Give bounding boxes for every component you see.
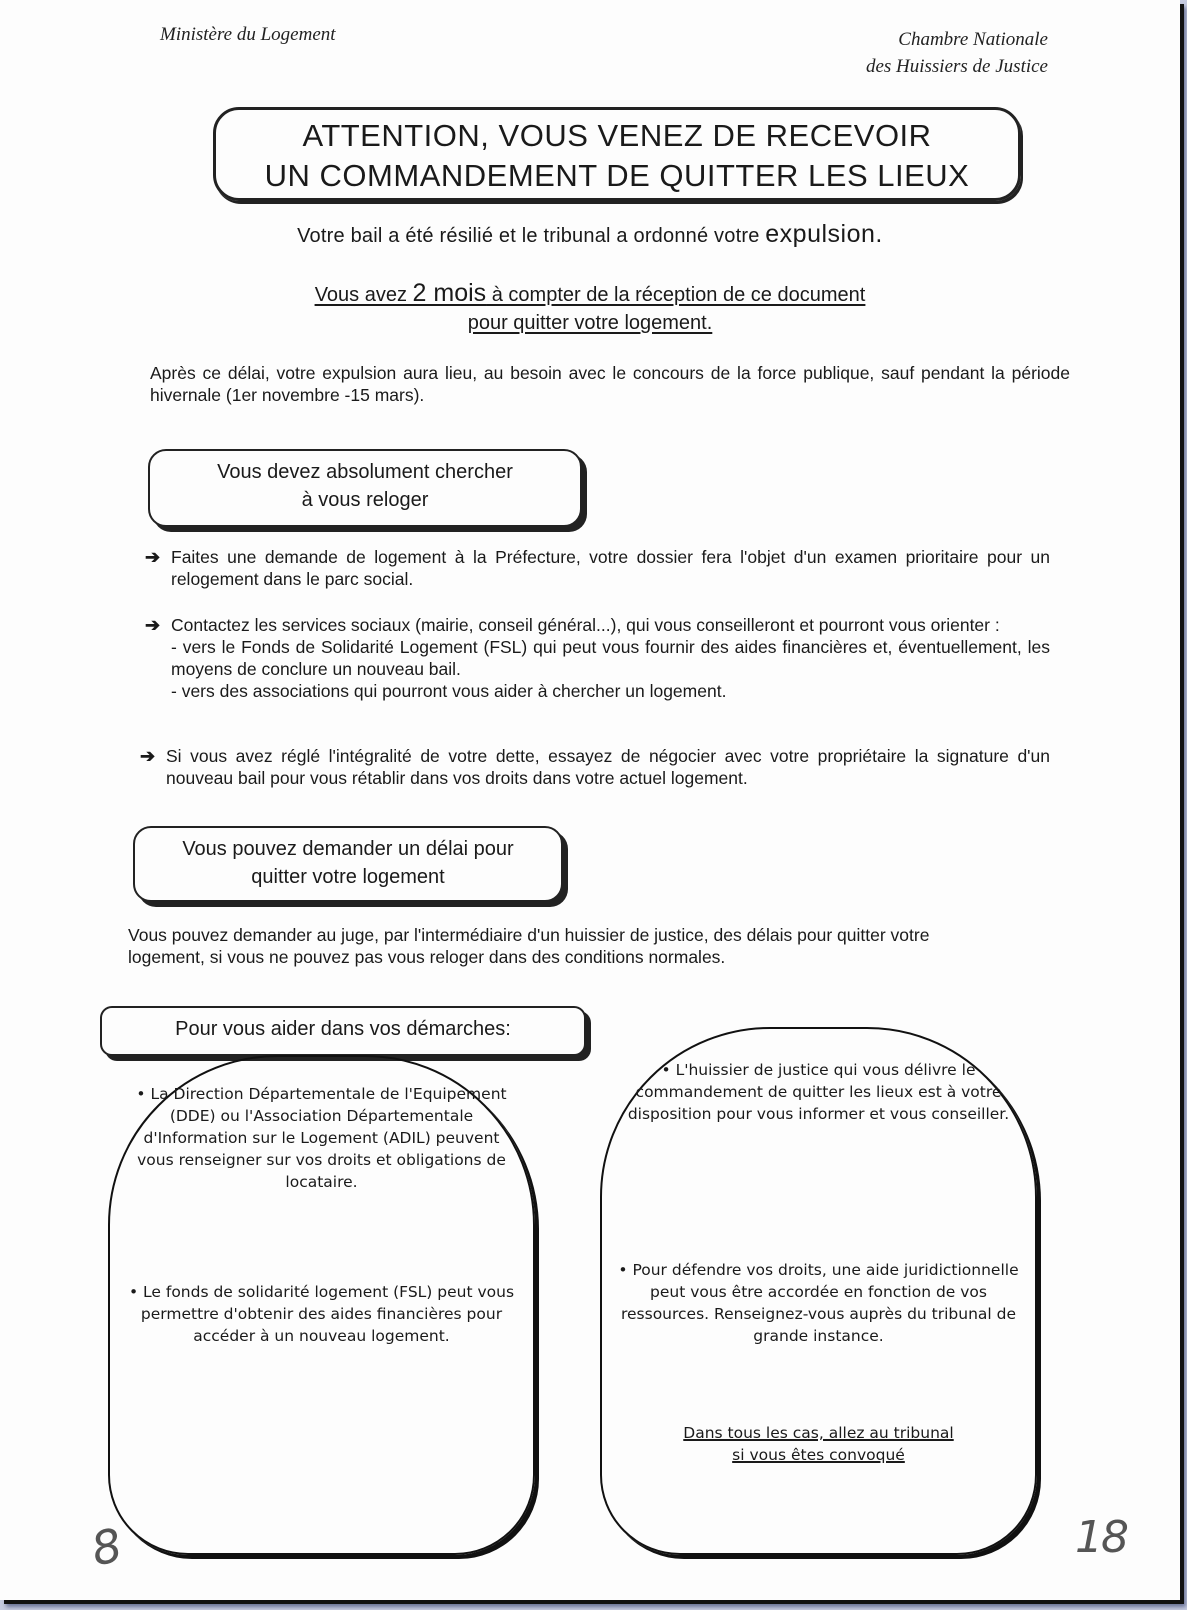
handwritten-page-number: 18	[1075, 1512, 1127, 1563]
title-line1: ATTENTION, VOUS VENEZ DE RECEVOIR	[302, 118, 932, 153]
lead-emphasis: expulsion.	[765, 220, 883, 248]
help-heading: Pour vous aider dans vos démarches:	[100, 1006, 586, 1056]
help-item-aide-juridictionnelle: • Pour défendre vos droits, une aide juridictionnelle peut vous être accordée en fonction de vos ressources. Renseignez-vous auprès du tribunal de grande instance.	[618, 1261, 1019, 1345]
help-item-huissier: • L'huissier de justice qui vous délivre le commandement de quitter les lieux est à votre disposition pour vous informer et vous conseiller.	[627, 1061, 1010, 1123]
delay-paragraph: Vous pouvez demander au juge, par l'intermédiaire d'un huissier de justice, des délais pour quitter votre logement, si vous ne pouvez pas vous reloger dans des conditions normales.	[128, 925, 930, 967]
deadline-line2: pour quitter votre logement.	[467, 312, 713, 334]
deadline-suffix: à compter de la réception de ce document	[486, 284, 866, 306]
handwritten-signature: 8	[86, 1517, 127, 1577]
page-title	[213, 107, 1021, 201]
relocate-heading-line2: à vous reloger	[301, 489, 429, 511]
lead-statement	[0, 220, 1180, 249]
help-footer-line1: Dans tous les cas, allez au tribunal	[683, 1424, 954, 1442]
list-item-body	[171, 614, 1050, 702]
help-box-right	[600, 1027, 1037, 1555]
sub-item-fsl: - vers le Fonds de Solidarité Logement (FSL) qui peut vous fournir des aides financières et, éventuellement, les moyens de conclure un nouveau bail.	[171, 637, 1050, 679]
list-item	[145, 614, 1050, 702]
help-footer-line2: si vous êtes convoqué	[732, 1446, 905, 1464]
header-ministry: Ministère du Logement	[160, 24, 336, 45]
relocate-heading	[148, 449, 582, 527]
header-chamber-line2: des Huissiers de Justice	[865, 56, 1048, 77]
delay-heading	[133, 826, 563, 902]
deadline-prefix: Vous avez	[314, 284, 413, 306]
list-item-text: Si vous avez réglé l'intégralité de votre dette, essayez de négocier avec votre propriétaire la signature d'un nouveau bail pour vous rétablir dans vos droits dans votre actuel logement.	[166, 746, 1050, 788]
help-item-dde-adil: • La Direction Départementale de l'Equipement (DDE) ou l'Association Départementale d'Information sur le Logement (ADIL) peuvent vous renseigner sur vos droits et obligations de locataire.	[136, 1085, 507, 1191]
deadline-notice	[0, 279, 1180, 337]
arrow-right-icon: ➔	[145, 547, 161, 567]
help-box-left	[108, 1055, 535, 1555]
header-chamber	[866, 26, 1048, 80]
after-delay-paragraph: Après ce délai, votre expulsion aura lieu, au besoin avec le concours de la force publique, sauf pendant la période hivernale (1er novembre -15 mars).	[150, 363, 1070, 405]
help-item-fsl: • Le fonds de solidarité logement (FSL) peut vous permettre d'obtenir des aides financières pour accéder à un nouveau logement.	[128, 1283, 515, 1345]
sub-item-associations: - vers des associations qui pourront vous aider à chercher un logement.	[171, 681, 727, 701]
delay-heading-line2: quitter votre logement	[251, 866, 445, 888]
delay-heading-line1: Vous pouvez demander un délai pour	[182, 838, 514, 860]
arrow-right-icon: ➔	[145, 615, 161, 635]
help-footer	[602, 1422, 1035, 1466]
header-chamber-line1: Chambre Nationale	[898, 29, 1048, 50]
relocate-heading-line1: Vous devez absolument chercher	[217, 461, 513, 483]
list-item	[145, 546, 1050, 590]
title-line2: UN COMMANDEMENT DE QUITTER LES LIEUX	[264, 158, 970, 193]
list-item-text: Faites une demande de logement à la Préfecture, votre dossier fera l'objet d'un examen prioritaire pour un relogement dans le parc social.	[171, 547, 1050, 589]
list-item	[140, 745, 1050, 789]
list-item-text: Contactez les services sociaux (mairie, conseil général...), qui vous conseilleront et pourront vous orienter :	[171, 615, 1000, 635]
deadline-emphasis: 2 mois	[412, 279, 487, 307]
arrow-right-icon: ➔	[140, 746, 156, 766]
lead-text: Votre bail a été résilié et le tribunal a ordonné votre	[297, 225, 766, 247]
